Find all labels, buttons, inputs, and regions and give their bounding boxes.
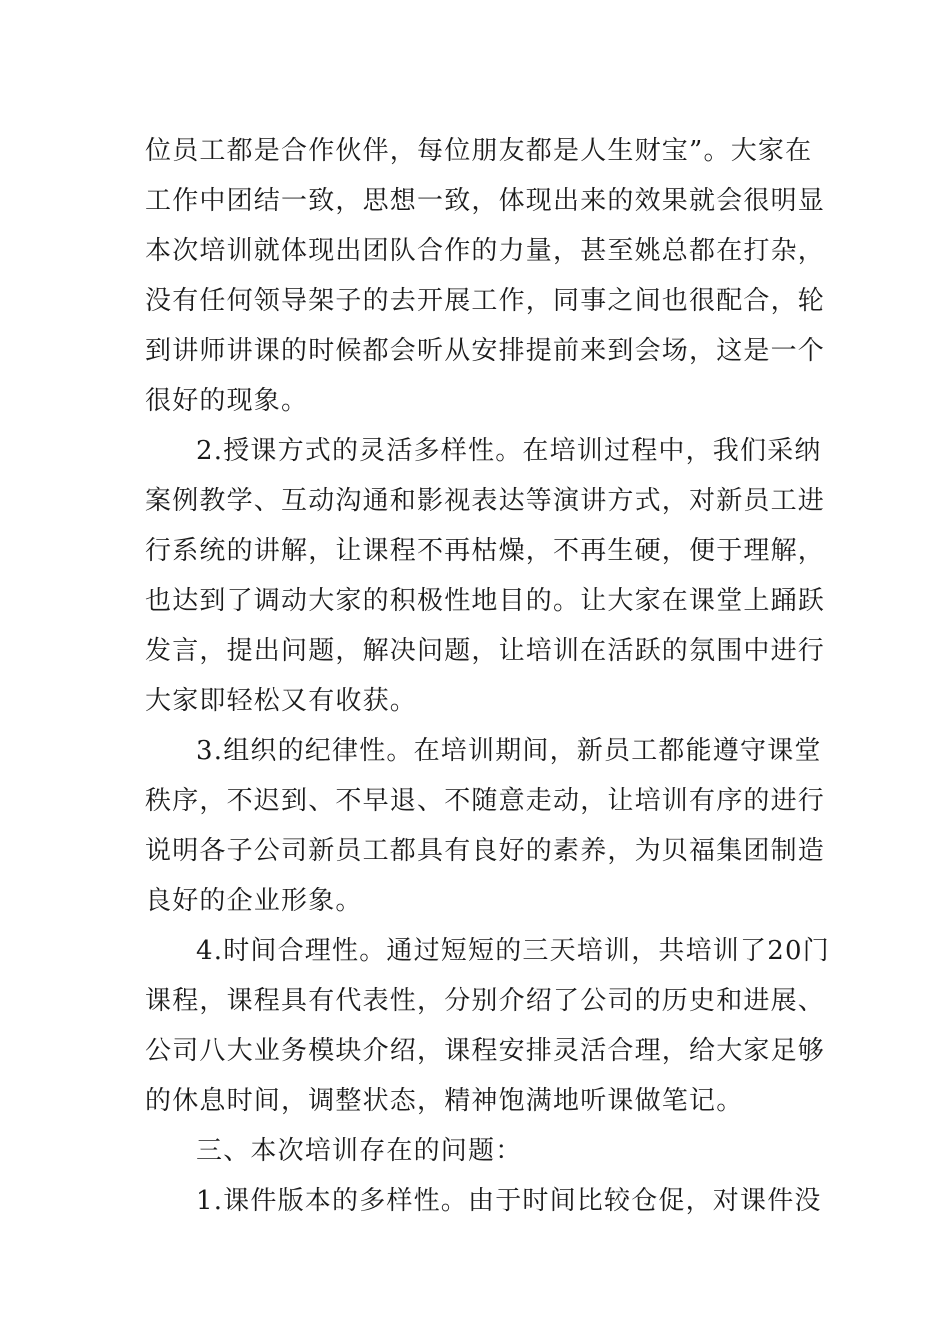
paragraph-heading-4: 4.时间合理性。通过短短的三天培训，共培训了20门 bbox=[196, 936, 830, 966]
text-line: 课程，课程具有代表性，分别介绍了公司的历史和进展、 bbox=[145, 986, 826, 1016]
text-line: 案例教学、互动沟通和影视表达等演讲方式，对新员工进 bbox=[145, 486, 826, 516]
paragraph-heading-2: 2.授课方式的灵活多样性。在培训过程中，我们采纳 bbox=[196, 436, 822, 466]
text-line: 工作中团结一致，思想一致，体现出来的效果就会很明显 bbox=[145, 186, 826, 216]
text-line: 发言，提出问题，解决问题，让培训在活跃的氛围中进行 bbox=[145, 636, 826, 666]
text-line: 秩序，不迟到、不早退、不随意走动，让培训有序的进行 bbox=[145, 786, 826, 816]
text-line: 良好的企业形象。 bbox=[145, 886, 363, 916]
text-line: 公司八大业务模块介绍，课程安排灵活合理，给大家足够 bbox=[145, 1036, 826, 1066]
text-line: 的休息时间，调整状态，精神饱满地听课做笔记。 bbox=[145, 1086, 744, 1116]
paragraph-heading-3: 3.组织的纪律性。在培训期间，新员工都能遵守课堂 bbox=[196, 736, 822, 766]
text-line: 很好的现象。 bbox=[145, 386, 309, 416]
section-heading: 三、本次培训存在的问题： bbox=[196, 1136, 523, 1166]
text-line: 行系统的讲解，让课程不再枯燥，不再生硬，便于理解， bbox=[145, 536, 826, 566]
text-line: 到讲师讲课的时候都会听从安排提前来到会场，这是一个 bbox=[145, 336, 826, 366]
text-line: 没有任何领导架子的去开展工作，同事之间也很配合，轮 bbox=[145, 286, 826, 316]
text-line: 本次培训就体现出团队合作的力量，甚至姚总都在打杂， bbox=[145, 236, 826, 266]
text-line: 也达到了调动大家的积极性地目的。让大家在课堂上踊跃 bbox=[145, 586, 826, 616]
text-line: 说明各子公司新员工都具有良好的素养，为贝福集团制造 bbox=[145, 836, 826, 866]
paragraph-heading-1: 1.课件版本的多样性。由于时间比较仓促，对课件没 bbox=[196, 1186, 822, 1216]
text-line: 位员工都是合作伙伴，每位朋友都是人生财宝”。大家在 bbox=[145, 136, 813, 166]
text-line: 大家即轻松又有收获。 bbox=[145, 686, 418, 716]
